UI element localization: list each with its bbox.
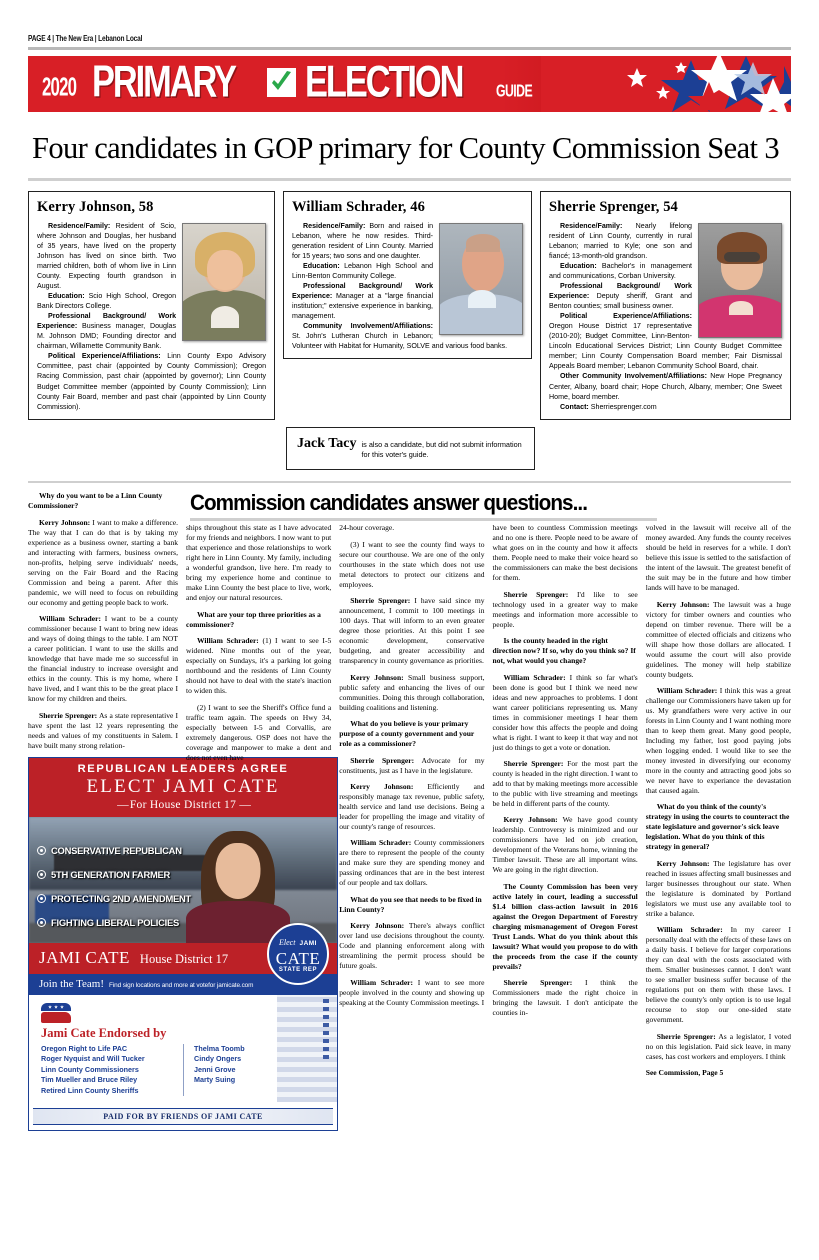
bio-paragraph: Community Involvement/Affiliations: St. John's Lutheran Church in Lebanon; Volunteer with Habitat for Humanity, SOLVE and various food banks. xyxy=(292,322,508,351)
endorser-name: Oregon Right to Life PAC xyxy=(41,1043,128,1053)
seal-bottom-text: STATE REP xyxy=(278,966,318,973)
qa-answer: Kerry Johnson: I want to make a difference. The way that I can do that is by taking my experience as a business owner, starting a bank and interacting with farmers, business owners, non-profits, helping serve individuals' needs, serving on the Fair Board and the Racing Commission and being a parent. After this pandemic, we will need to focus on rebuilding our economy and getting people back to work. xyxy=(28,517,178,607)
candidate-bio xyxy=(292,221,523,352)
qa-answer: Kerry Johnson: There's always conflict over land use decisions throughout the county. Code and planning enforcement along with streamlining the permit process should be future goals. xyxy=(339,921,485,971)
bio-paragraph: Contact: Sherriesprenger.com xyxy=(560,402,657,411)
ad-join-headline: Join the Team! xyxy=(39,977,105,990)
page-headline: Four candidates in GOP primary for County Commission Seat 3 xyxy=(32,131,780,165)
checkmark-icon xyxy=(267,68,296,97)
qa-answer-continued: have been to countless Commission meetings and no one is there. People need to be aware of what goes on in the county and how it affects them. People need to make their voice heard so the commissioners can make the best decisions for them. xyxy=(492,523,638,583)
ad-bullet-item xyxy=(37,893,333,904)
qa-answer: William Schrader: In my career I personally deal with the effects of these laws on a daily basis. I believe for larger corporations they can deal with the costs associated with them. Smaller businesses cannot. I don't want to see smaller business suffer because of the regulations put on them with these laws. I believe the county's only option is to use legal recourse to stop our one-sided state government. xyxy=(645,925,791,1025)
qa-answer: William Schrader: I think so far what's been done is good but I think we need new ideas and new approaches to problems. I dont want career politicians representing us. Many times in commisioner meetings I hear them consider how this affects the people and doing what is right. I want to keep it that way and not just do things to get a vote or donation. xyxy=(492,672,638,752)
ad-tagline: REPUBLICAN LEADERS AGREE xyxy=(77,762,289,775)
endorser-name: Retired Linn County Sheriffs xyxy=(41,1085,139,1095)
candidate-name: Kerry Johnson, 58 xyxy=(37,198,154,215)
ad-candidate-office: House District 17 xyxy=(139,951,229,966)
ad-bullet-item xyxy=(37,845,333,856)
candidate-name: Jack Tacy xyxy=(297,435,357,451)
qa-answer: Sherrie Sprenger: For the most part the county is headed in the right direction. I want to add to that by making meetings more accessible to the public with live streaming and meetings be held in different parts of the county. xyxy=(492,759,638,808)
qa-answer: Kerry Johnson: The lawsuit was a huge victory for timber owners and counties who depend on timber revenue. There will be a committee of elected officials and citizens who will shape how those dollars are allocated. I would assume the court will also provide guidelines. The money will help stabilize county budgets. xyxy=(645,599,791,679)
bio-paragraph: Residence/Family: Resident of Scio, where Johnson and Douglas, her husband of 35 years, have lived on the property Johnson has lived on since birth. Two married children, both of whom live in Linn County. Expecting fourth grandson in August. xyxy=(37,221,177,290)
qa-question: What do you believe is your primary purpose of a county government and your role as a commissioner? xyxy=(339,719,475,749)
endorsement-column-1 xyxy=(41,1044,184,1096)
bullet-dot-icon xyxy=(37,918,46,927)
candidate-box-william-schrader xyxy=(283,191,532,360)
candidate-portrait-photo xyxy=(182,223,266,341)
candidate-bio xyxy=(37,221,266,412)
qa-section-title: Commission candidates answer questions... xyxy=(190,490,588,516)
ad-bullet-item xyxy=(37,869,333,880)
ad-candidate-name: JAMI CATE xyxy=(39,947,130,967)
qa-answer: Kerry Johnson: Efficiently and responsibly manage tax revenue, public safety, health service and land use decisions. Being a leader for propelling the image and vitality of our county's range of resources. xyxy=(339,782,485,831)
bio-paragraph: Residence/Family: Nearly lifelong resident of Linn County, currently in rural Lebanon; married to Kyle; one son and fiancé; 13-month-old grandson. xyxy=(549,221,692,260)
qa-answer-continued: volved in the lawsuit will receive all of the money awarded. Any funds the county receives should be held in reserves for a while. I don't believe this issue is settled to the satisfaction of the intent of the lawsuit. The greatest benefit of the suit may be in the future and how timber lands will have to be managed. xyxy=(645,523,791,593)
ad-join-detail: Find sign locations and more at votefor jamicate.com xyxy=(109,981,254,989)
endorsement-column-2 xyxy=(184,1044,245,1096)
ad-dash-left: — xyxy=(117,798,127,811)
bio-paragraph: Professional Background/ Work Experience: Deputy sheriff, Grant and Benton counties; small business owner. xyxy=(549,281,692,311)
ad-dash-right: — xyxy=(239,798,249,811)
ad-bullet-label: PROTECTING 2ND AMENDMENT xyxy=(51,892,192,904)
qa-answer: Sherrie Sprenger: As a legislator, I voted no on this legislation. Paid sick leave, in many cases, has cost workers and employers. I think xyxy=(645,1031,792,1061)
ad-bullet-label: FIGHTING LIBERAL POLICIES xyxy=(51,916,179,928)
bio-paragraph: Professional Background/ Work Experience: Manager at a "large financial institution;" extensive experience in banking, management. xyxy=(292,281,434,321)
qa-answer: Kerry Johnson: Small business support, public safety and enhancing the lives of our communities. Doing this through collaboration, building coalitions and listening. xyxy=(339,672,485,712)
campaign-seal-badge xyxy=(267,923,329,985)
qa-answer: (2) I want to see the Sheriff's Office fund a traffic team again. The speeds on Hwy 34, especially between I-5 and Corvallis, are extremely dangerous. OSP does not have the coverage and manpower to make a dent and does not even have xyxy=(186,702,332,762)
qa-columns xyxy=(28,491,791,1131)
bio-paragraph: Education: Scio High School, Oregon Bank Directors College. xyxy=(37,291,177,311)
ad-disclaimer: PAID FOR BY FRIENDS OF JAMI CATE xyxy=(33,1108,333,1125)
section-divider xyxy=(28,481,791,484)
seal-script-text: Elect xyxy=(279,937,296,947)
qa-question: Why do you want to be a Linn County Commissioner? xyxy=(28,491,163,511)
qa-question: What do you think of the county's strategy in using the courts to counteract the state legislature and governor's sick leave legislation. What do you think of this strategy in general? xyxy=(645,802,790,852)
qa-section xyxy=(28,491,791,1131)
bio-paragraph: Other Community Involvement/Affiliations: New Hope Pregnancy Center, Albany, board chair; Hope Church, Albany, member; One Sweet Home, board member. xyxy=(549,372,782,401)
candidate-note: is also a candidate, but did not submit information for this voter's guide. xyxy=(361,439,522,460)
qa-answer: Sherrie Sprenger: Advocate for my constituents, just as I have in the legislature. xyxy=(339,755,485,775)
continuation-note: See Commission, Page 5 xyxy=(645,1068,724,1078)
bio-paragraph: Education: Lebanon High School and Linn-Benton Community College. xyxy=(292,261,434,280)
qa-answer-continued: 24-hour coverage. xyxy=(339,523,395,533)
qa-question: The County Commission has been very active lately in court, leading a successful $1.4 billion class-action lawsuit in 2016 against the Oregon Department of Forestry charging mismanagement of Oregon Forest Trust Lands. What do you think about this lawsuit? What would you propose to do with the proceeds from the case if the county prevails? xyxy=(492,881,638,971)
qa-answer-continued: ships throughout this state as I have advocated for my friends and neighbors. I now want to put that experience and those relationships to work right here in Linn County. My family, including a wonderful grandson, live here. I'm ready to bring my experience home and continue to make Linn County the best place to live, work, and enjoy our natural resources. xyxy=(186,523,332,603)
ad-elect-line: ELECT JAMI CATE xyxy=(86,775,280,797)
qa-answer: Sherrie Sprenger: I'd like to see technology used in a greater way to make meetings and information more accessible to people. xyxy=(492,589,638,629)
endorsement-columns xyxy=(41,1044,325,1096)
qa-answer: William Schrader: I want to be a county commissioner because I want to bring new ideas and ways of doing things to the table. I am NOT a career politician. I want to use the skills and knowledge that have made me so successful in the financial industry to increase oversight and ethics in the county. This is my home, where I have lived, and I want this to be the great place I know for my children and theirs. xyxy=(28,614,178,704)
ad-district-text: For House District 17 xyxy=(129,798,237,811)
gop-elephant-icon xyxy=(41,1003,71,1023)
banner-primary-label: PRIMARY xyxy=(91,56,235,106)
election-guide-banner xyxy=(28,56,791,112)
qa-column-4 xyxy=(493,491,638,1131)
qa-column-3 xyxy=(339,491,484,1131)
seal-top-text: JAMI xyxy=(299,939,317,947)
bullet-dot-icon xyxy=(37,870,46,879)
stars-decoration xyxy=(541,56,791,112)
ad-endorsements xyxy=(29,995,337,1102)
endorser-name: Marty Suing xyxy=(194,1075,236,1085)
ad-bullet-label: 5TH GENERATION FARMER xyxy=(51,868,171,880)
candidate-box-kerry-johnson xyxy=(28,191,275,420)
endorser-name: Thelma Toomb xyxy=(194,1043,245,1053)
candidate-name: Sherrie Sprenger, 54 xyxy=(549,198,678,215)
endorser-name: Roger Nyquist and Will Tucker xyxy=(41,1054,145,1064)
qa-answer: (3) I want to see the county find ways to secure our courthouse. We are one of the only courthouses in the state which does not use metal detectors to protect our citizens and employees. xyxy=(339,539,485,589)
candidate-bio xyxy=(549,221,782,412)
candidate-portrait-photo xyxy=(439,223,523,335)
page-folio: PAGE 4 | The New Era | Lebanon Local xyxy=(28,34,143,43)
qa-column-5 xyxy=(646,491,791,1131)
qa-answer: William Schrader: I think this was a great challenge our Commissioners have taken up for us. My grandfathers were very active in our forests in Linn County and I want nothing more than to keep them great. Many good people, Including my father, lost good paying jobs when logging ended. I would like to see the money invested in diversifying our economy more in the county and attracting good jobs so we never have to experiance the devastation that caused again. xyxy=(645,686,792,795)
headline-divider xyxy=(28,178,791,181)
banner-election-label: ELECTION xyxy=(304,56,463,106)
candidate-portrait-photo xyxy=(698,223,782,338)
bullet-dot-icon xyxy=(37,846,46,855)
bio-paragraph: Professional Background/ Work Experience: Business manager, Douglas M. Johnson DMD; Founding director and chairman, Willamette Community Bank. xyxy=(37,312,177,351)
ad-name-bar xyxy=(29,937,337,974)
bio-paragraph: Education: Bachelor's in management and communications, Corban University. xyxy=(549,261,692,280)
banner-year: 2020 xyxy=(42,72,77,102)
banner-guide-label: GUIDE xyxy=(495,80,533,101)
seal-main-text: CATE xyxy=(275,948,321,968)
candidate-box-jack-tacy xyxy=(286,427,535,470)
qa-title-divider xyxy=(190,518,657,521)
qa-answer: Sherrie Sprenger: I have said since my announcement, I commit to 100 meetings in 100 days. That will inform to an even greater degree those priorities. At this point I see economic development, conservative budgeting, and greater accessibility and transparency in county governance as priorities. xyxy=(339,596,485,666)
endorser-name: Linn County Commissioners xyxy=(41,1064,139,1074)
candidate-boxes xyxy=(28,191,791,420)
qa-answer: Sherrie Sprenger: I think the Commissioners made the right choice in bringing the lawsuit. I don't anticipate the counties in- xyxy=(492,978,638,1018)
endorsement-heading: Jami Cate Endorsed by xyxy=(41,1025,167,1040)
qa-answer: William Schrader: County commissioners are there to represent the people of the county and make sure they are spending money and passing ordinances that are in the best interest of our people and tax dollars. xyxy=(339,838,485,888)
qa-answer: William Schrader: I want to see more people involved in the county and showing up speaking at the County Commission meetings. I xyxy=(339,977,485,1007)
bio-paragraph: Political Experience/Affiliations: Linn County Expo Advisory Committee, past chair (appointed by County Commission); Oregon Racing Commission, past chair (appointed by governor); Linn County Budget Committee member (appointed by County Commission); Linn County Fair Board, member and past chair (appointed by Linn County Commission). xyxy=(37,352,267,411)
qa-answer: Sherrie Sprenger: As a state representative I have spent the last 12 years representing the needs and values of my constituents in Salem. I have built many strong relation- xyxy=(28,710,179,750)
bullet-dot-icon xyxy=(37,894,46,903)
candidate-box-sherrie-sprenger xyxy=(540,191,791,420)
candidate-name: William Schrader, 46 xyxy=(292,198,425,215)
qa-answer: Kerry Johnson: The legislature has over reached in issues affecting small businesses and larger businesses throughout our state. When the legislature is dominated by Portland legislators we must use any available tool to strike a balance. xyxy=(645,858,791,918)
qa-answer: Kerry Johnson: We have good county leadership. Controversy is minimized and our commissioners have led on job creation, development of the Veterans home, winning the Timber lawsuit. These are all important wins. We are going in the right direction. xyxy=(492,815,638,875)
qa-question: What are your top three priorities as a commissioner? xyxy=(186,609,321,629)
endorser-name: Jenni Grove xyxy=(194,1064,236,1074)
qa-question: Is the county headed in the right direction now? If so, why do you think so? If not, what would you change? xyxy=(492,636,636,666)
folio-divider xyxy=(28,47,791,50)
qa-answer: William Schrader: (1) I want to see I-5 widened. Nine months out of the year, especially on Sundays, it's a parking lot going northbound and the residents of Linn County should not have to deal with the state's inaction to widen this. xyxy=(186,636,332,696)
endorser-name: Tim Mueller and Bruce Riley xyxy=(41,1075,138,1085)
column-spacer xyxy=(646,491,791,523)
ad-bullet-label: CONSERVATIVE REPUBLICAN xyxy=(51,844,182,856)
bio-paragraph: Residence/Family: Born and raised in Lebanon, where he now resides. Third-generation resident of Linn County. Married for 15 years; two sons and one daughter. xyxy=(292,221,434,260)
qa-question: What do you see that needs to be fixed in Linn County? xyxy=(339,894,482,914)
endorser-name: Cindy Ongers xyxy=(194,1054,242,1064)
bio-paragraph: Political Experience/Affiliations: Oregon House District 17 representative (2010-20); Budget Committee, Linn-Benton-Lincoln Educational Services District; Linn County Budget Committee member; Linn County Compensation Board member; Fair Dismissal Appeals Board member; Lebanon Community School Board, chair. xyxy=(549,312,782,371)
